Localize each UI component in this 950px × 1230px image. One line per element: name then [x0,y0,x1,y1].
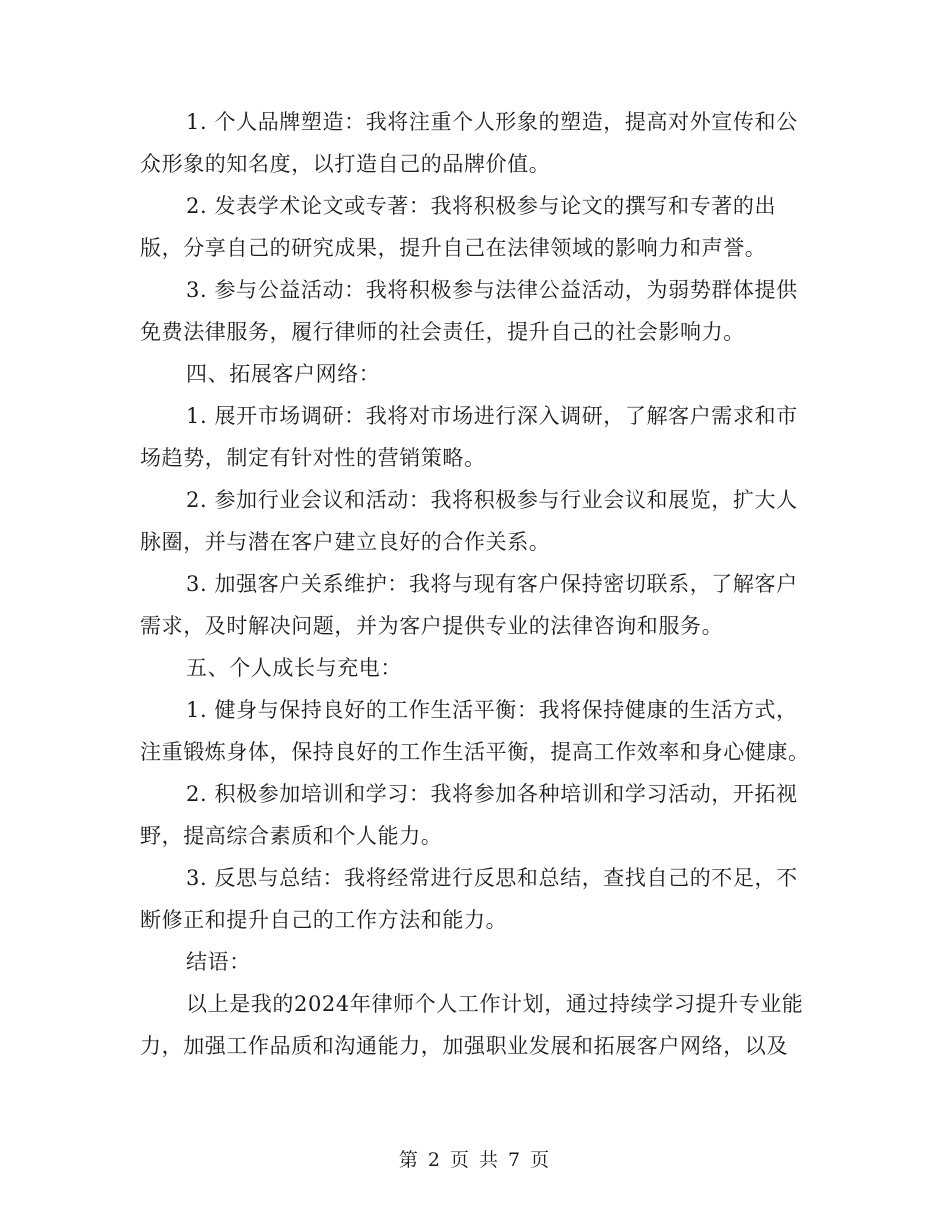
section-heading-conclusion: 结语： [186,950,251,974]
paragraph-public-welfare: 3. 参与公益活动：我将积极参与法律公益活动，为弱势群体提供免费法律服务，履行律师的社会责任，提升自己的社会影响力。 [140,278,798,344]
paragraph-market-research: 1. 展开市场调研：我将对市场进行深入调研，了解客户需求和市场趋势，制定有针对性的营销策略。 [140,404,798,470]
section-heading-client-network: 四、拓展客户网络： [186,362,381,386]
paragraph-conclusion: 以上是我的2024年律师个人工作计划，通过持续学习提升专业能力，加强工作品质和沟通能力，加强职业发展和拓展客户网络，以及 [140,992,804,1058]
paragraph-industry-events: 2. 参加行业会议和活动：我将积极参与行业会议和展览，扩大人脉圈，并与潜在客户建立良好的合作关系。 [140,488,798,554]
paragraph-publish-papers: 2. 发表学术论文或专著：我将积极参与论文的撰写和专著的出版，分享自己的研究成果，提升自己在法律领域的影响力和声誉。 [140,194,777,260]
section-heading-personal-growth: 五、个人成长与充电： [186,656,402,680]
paragraph-personal-brand: 1. 个人品牌塑造：我将注重个人形象的塑造，提高对外宣传和公众形象的知名度，以打造自己的品牌价值。 [140,110,798,176]
document-body [140,101,810,1067]
paragraph-training: 2. 积极参加培训和学习：我将参加各种培训和学习活动，开拓视野，提高综合素质和个人能力。 [140,782,798,848]
page-number-footer: 第 2 页 共 7 页 [398,1149,552,1171]
paragraph-client-relations: 3. 加强客户关系维护：我将与现有客户保持密切联系，了解客户需求，及时解决问题，并为客户提供专业的法律咨询和服务。 [140,572,798,638]
paragraph-work-life-balance: 1. 健身与保持良好的工作生活平衡：我将保持健康的生活方式，注重锻炼身体，保持良好的工作生活平衡，提高工作效率和身心健康。 [140,698,810,764]
paragraph-reflection: 3. 反思与总结：我将经常进行反思和总结，查找自己的不足，不断修正和提升自己的工作方法和能力。 [140,866,798,932]
